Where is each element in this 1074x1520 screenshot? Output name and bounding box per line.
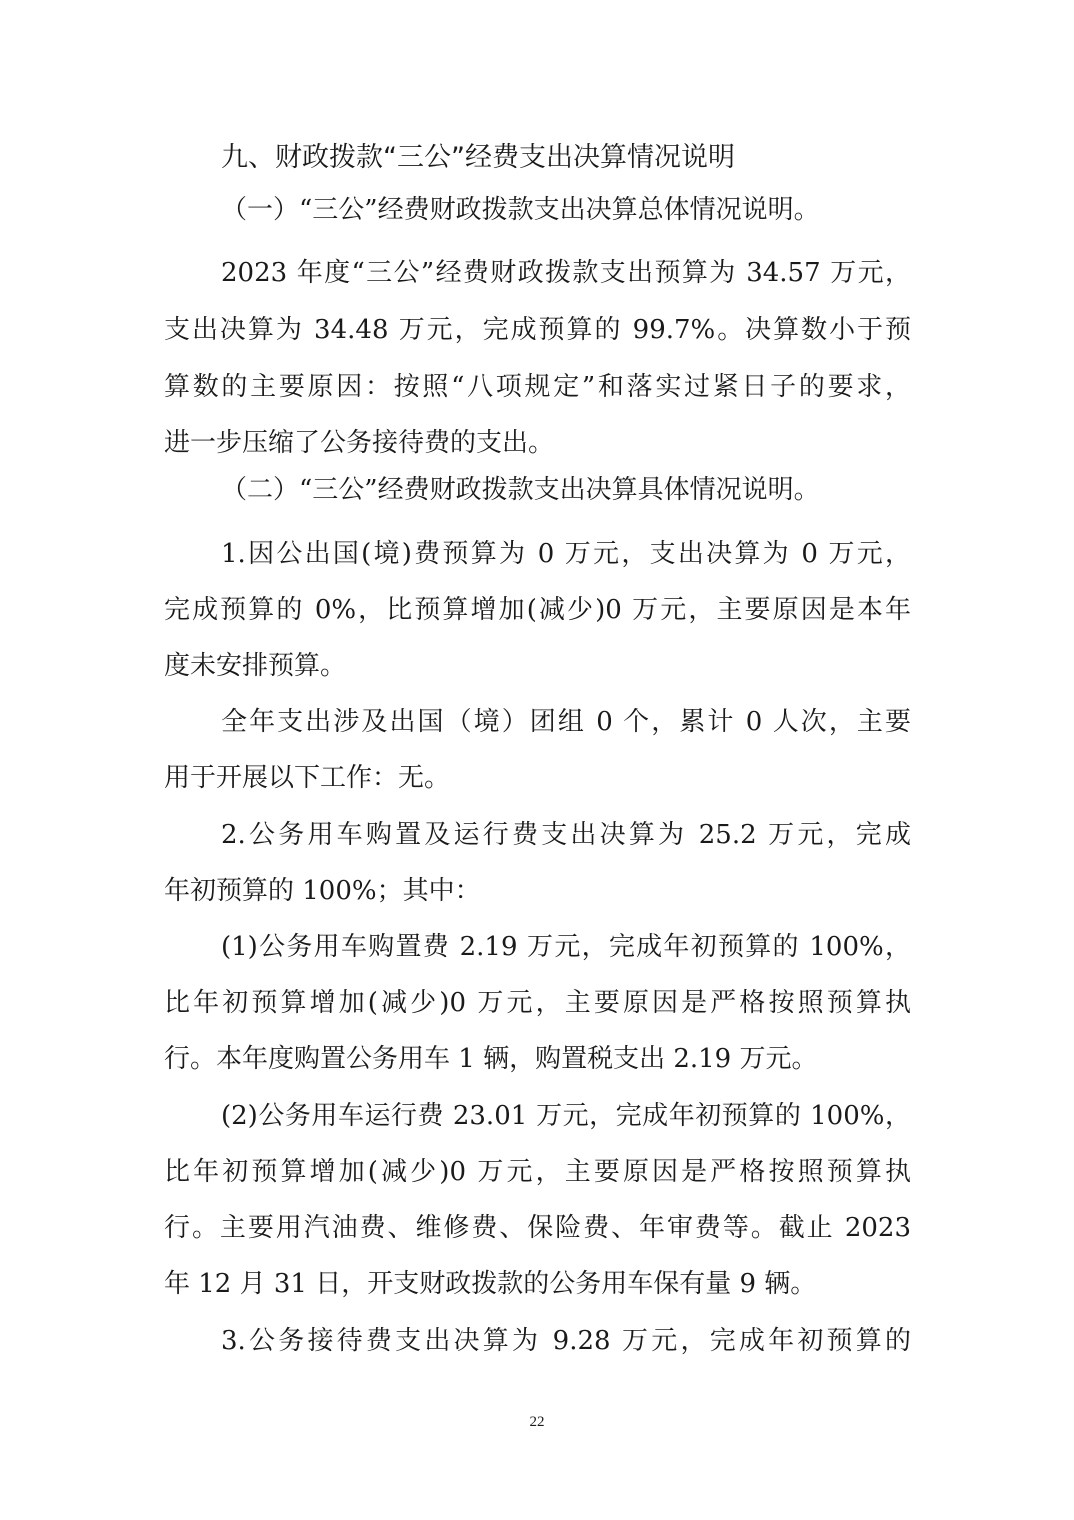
paragraph-line: 支出决算为 34.48 万元，完成预算的 99.7%。决算数小于预	[164, 315, 911, 345]
paragraph-line: 行。本年度购置公务用车 1 辆，购置税支出 2.19 万元。	[164, 1044, 818, 1074]
paragraph-line: 2023 年度“三公”经费财政拨款支出预算为 34.57 万元，	[221, 258, 911, 288]
paragraph-line: (2)公务用车运行费 23.01 万元，完成年初预算的 100%，	[221, 1101, 911, 1131]
paragraph-line: 行。主要用汽油费、维修费、保险费、年审费等。截止 2023	[164, 1213, 911, 1243]
paragraph-line: 3.公务接待费支出决算为 9.28 万元，完成年初预算的	[221, 1326, 911, 1356]
paragraph-line: 进一步压缩了公务接待费的支出。	[164, 428, 555, 458]
paragraph-line: 年 12 月 31 日，开支财政拨款的公务用车保有量 9 辆。	[164, 1269, 817, 1299]
paragraph-line: 完成预算的 0%，比预算增加(减少)0 万元，主要原因是本年	[164, 595, 911, 625]
paragraph-line: 1.因公出国(境)费预算为 0 万元，支出决算为 0 万元，	[221, 539, 911, 569]
paragraph-line: 年初预算的 100%；其中：	[164, 876, 481, 906]
paragraph-line: 度未安排预算。	[164, 651, 347, 681]
paragraph-line: 比年初预算增加(减少)0 万元，主要原因是严格按照预算执	[164, 1157, 911, 1187]
subsection-1-title: （一）“三公”经费财政拨款支出决算总体情况说明。	[221, 195, 820, 225]
paragraph-line: (1)公务用车购置费 2.19 万元，完成年初预算的 100%，	[221, 932, 911, 962]
paragraph-line: 用于开展以下工作：无。	[164, 763, 451, 793]
subsection-2-title: （二）“三公”经费财政拨款支出决算具体情况说明。	[221, 475, 820, 505]
paragraph-line: 比年初预算增加(减少)0 万元，主要原因是严格按照预算执	[164, 988, 911, 1018]
page-number: 22	[529, 1414, 545, 1430]
paragraph-line: 2.公务用车购置及运行费支出决算为 25.2 万元，完成	[221, 820, 911, 850]
paragraph-line: 算数的主要原因：按照“八项规定”和落实过紧日子的要求，	[164, 372, 911, 402]
paragraph-line: 全年支出涉及出国（境）团组 0 个，累计 0 人次，主要	[221, 707, 911, 737]
section-heading: 九、财政拨款“三公”经费支出决算情况说明	[221, 142, 735, 173]
